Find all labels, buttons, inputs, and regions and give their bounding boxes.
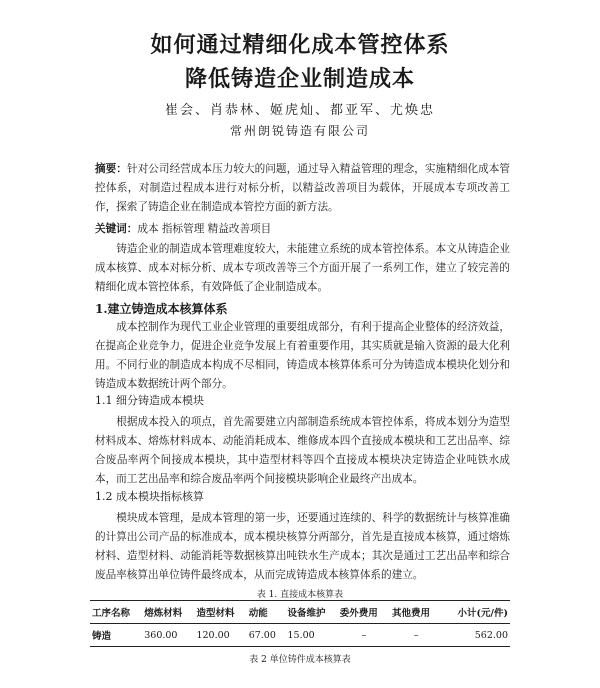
- table-header-row: [90, 601, 510, 624]
- keywords-text: 成本 指标管理 精益改善项目: [137, 223, 272, 235]
- paper-title-line1: 如何通过精细化成本管控体系: [150, 32, 450, 58]
- direct-cost-table: [90, 600, 510, 647]
- table-cell: –: [413, 629, 419, 641]
- section-1-2-paragraph: 模块成本管理，是成本管理的第一步，还要通过连续的、科学的数据统计与核算准确的计算出公司产品的标准成本，成本模块核算分两部分，首先是直接成本核算，通过熔炼材料、造型材料、动能消耗等数据核算出吨铁水生产成本；其次是通过工艺出品率和综合废品率核算出单位铸件最终成本，从而完成铸造成本核算体系的建立。: [95, 512, 510, 581]
- table-cell: 铸造: [92, 631, 112, 642]
- keywords: [95, 220, 510, 239]
- section-1-1-paragraph: 根据成本投入的项点，首先需要建立内部制造系统成本管控体系，将成本划分为造型材料成本、熔炼材料成本、动能消耗成本、维修成本四个直接成本模块和工艺出品率、综合废品率两个间接成本模块，其中造型材料等四个直接成本模块决定铸造企业吨铁水成本，而工艺出品率和综合废品率两个间接模块影响企业最终产出成本。: [95, 416, 510, 485]
- table-header-cell: 其他费用: [391, 608, 430, 619]
- table-header-cell: 动能: [248, 608, 268, 619]
- author-list: 崔会、肖恭林、姬虎灿、都亚军、尤焕忠: [164, 103, 435, 118]
- table-2-caption: 表 2 单位铸件成本核算表: [249, 655, 351, 665]
- table-cell: 67.00: [248, 629, 276, 641]
- abstract: [95, 160, 510, 217]
- table-header-cell: 设备维护: [287, 608, 326, 619]
- abstract-label: 摘要：: [95, 163, 127, 175]
- table-header-cell: 熔炼材料: [144, 608, 183, 619]
- section-heading-1-2: 1.2 成本模块指标核算: [95, 490, 204, 503]
- intro-paragraph: 铸造企业的制造成本管理难度较大，未能建立系统的成本管控体系。本文从铸造企业成本核算、成本对标分析、成本专项改善等三个方面开展了一系列工作，建立了较完善的精细化成本管控体系，有效降低了企业制造成本。: [95, 243, 510, 293]
- table-cell: 360.00: [144, 629, 178, 641]
- table-header-cell: 小计(元/件): [457, 608, 508, 619]
- affiliation: 常州朗锐铸造有限公司: [229, 124, 370, 138]
- table-header-cell: 工序名称: [92, 608, 131, 619]
- paper-title-line2: 降低铸造企业制造成本: [184, 66, 415, 92]
- section-heading-1: 1.建立铸造成本核算体系: [95, 302, 228, 316]
- table-cell: –: [361, 629, 367, 641]
- table-cell: 120.00: [196, 629, 230, 641]
- keywords-label: 关键词：: [95, 223, 138, 235]
- section-heading-1-1: 1.1 细分铸造成本模块: [95, 394, 204, 407]
- abstract-text: 针对公司经营成本压力较大的问题，通过导入精益管理的理念，实施精细化成本管控体系，对制造过程成本进行对标分析，以精益改善项目为载体，开展成本专项改善工作，探索了铸造企业在制造成本管控方面的新方法。: [95, 163, 511, 213]
- table-header-cell: 委外费用: [339, 608, 378, 619]
- table-1-caption: 表 1. 直接成本核算表: [256, 590, 344, 600]
- table-row: [90, 624, 510, 647]
- table-cell: 15.00: [287, 629, 315, 641]
- table-header-cell: 造型材料: [196, 608, 235, 619]
- table-cell: 562.00: [474, 629, 508, 641]
- section-1-paragraph: 成本控制作为现代工业企业管理的重要组成部分，有利于提高企业整体的经济效益，在提高企业竞争力，促进企业竞争发展上有着重要作用，其实质就是输入资源的最大化利用。不同行业的制造成本构成不尽相同，铸造成本核算体系可分为铸造成本模块化划分和铸造成本数据统计两个部分。: [95, 321, 510, 390]
